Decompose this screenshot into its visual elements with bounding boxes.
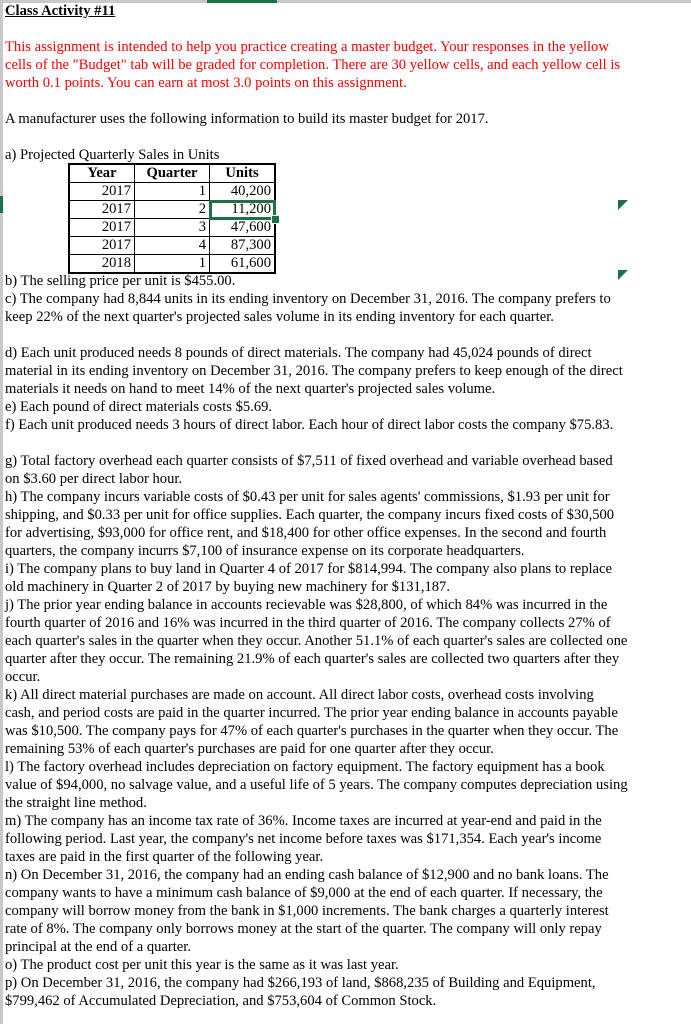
cell-quarter[interactable]: 4: [135, 237, 210, 255]
text-line[interactable]: j) The prior year ending balance in accounts recievable was $28,800, of which 84% was incurred in the: [5, 597, 608, 613]
header-year[interactable]: Year: [69, 164, 135, 183]
table-row: [69, 237, 275, 255]
cell-year[interactable]: 2017: [69, 219, 135, 237]
cell-year[interactable]: 2017: [69, 237, 135, 255]
cell-units[interactable]: 61,600: [210, 255, 276, 274]
header-quarter[interactable]: Quarter: [135, 164, 210, 183]
text-line[interactable]: o) The product cost per unit this year is the same as it was last year.: [5, 957, 399, 973]
fill-handle[interactable]: [271, 215, 280, 224]
cell-quarter[interactable]: 2: [135, 201, 210, 219]
text-line[interactable]: n) On December 31, 2016, the company had an ending cash balance of $12,900 and no bank loans. The: [5, 867, 609, 883]
section-a-heading[interactable]: a) Projected Quarterly Sales in Units: [5, 147, 220, 163]
text-line[interactable]: l) The factory overhead includes depreciation on factory equipment. The factory equipment has a book: [5, 759, 605, 775]
instruction-line[interactable]: cells of the "Budget" tab will be graded for completion. There are 30 yellow cells, and each yellow cell is: [5, 57, 621, 73]
selected-cell-units[interactable]: 11,200: [210, 201, 276, 219]
text-line: [5, 434, 685, 452]
text-line[interactable]: keep 22% of the next quarter's projected sales volume in its ending inventory for each quarter.: [5, 309, 554, 325]
cell-quarter[interactable]: 3: [135, 219, 210, 237]
instruction-line[interactable]: worth 0.1 points. You can earn at most 3.0 points on this assignment.: [5, 75, 407, 91]
text-line[interactable]: m) The company has an income tax rate of 36%. Income taxes are incurred at year-end and paid in the: [5, 813, 602, 829]
sheet-content: [5, 2, 685, 1010]
cell-quarter[interactable]: 1: [135, 255, 210, 274]
page-title[interactable]: Class Activity #11: [5, 3, 116, 19]
text-line[interactable]: materials it needs on hand to meet 14% of the next quarter's projected sales volume.: [5, 381, 496, 397]
cell-year[interactable]: 2017: [69, 183, 135, 201]
table-row: [69, 201, 275, 219]
text-line: [5, 326, 685, 344]
row-header-border: [0, 0, 3, 1024]
cell-quarter[interactable]: 1: [135, 183, 210, 201]
text-line[interactable]: old machinery in Quarter 2 of 2017 by buying new machinery for $131,187.: [5, 579, 451, 595]
text-line[interactable]: value of $94,000, no salvage value, and a useful life of 5 years. The company computes depreciation using: [5, 777, 628, 793]
cell-units[interactable]: 47,600: [210, 219, 276, 237]
text-line[interactable]: h) The company incurs variable costs of $0.43 per unit for sales agents' commissions, $1.93 per unit for: [5, 489, 610, 505]
text-line[interactable]: principal at the end of a quarter.: [5, 939, 191, 955]
text-line[interactable]: taxes are paid in the first quarter of the following year.: [5, 849, 324, 865]
cell-year[interactable]: 2018: [69, 255, 135, 274]
text-line[interactable]: rate of 8%. The company only borrows money at the start of the quarter. The company will only repay: [5, 921, 602, 937]
comment-indicator-icon[interactable]: [618, 200, 628, 210]
text-line[interactable]: cash, and period costs are paid in the quarter incurred. The prior year ending balance in accounts payable: [5, 705, 618, 721]
text-line[interactable]: material in its ending inventory on December 31, 2016. The company prefers to keep enough of the direct: [5, 363, 623, 379]
text-line[interactable]: e) Each pound of direct materials costs $5.69.: [5, 399, 273, 415]
text-line[interactable]: k) All direct material purchases are made on account. All direct labor costs, overhead costs involving: [5, 687, 594, 703]
text-line[interactable]: $799,462 of Accumulated Depreciation, and $753,604 of Common Stock.: [5, 993, 437, 1009]
text-line[interactable]: quarters, the company incurrs $7,100 of insurance expense on its corporate headquarters.: [5, 543, 525, 559]
text-line[interactable]: company will borrow money from the bank in $1,000 increments. The bank charges a quarterly interest: [5, 903, 609, 919]
text-line[interactable]: i) The company plans to buy land in Quarter 4 of 2017 for $814,994. The company also plans to replace: [5, 561, 612, 577]
text-line[interactable]: remaining 53% of each quarter's purchases are paid for one quarter after they occur.: [5, 741, 494, 757]
sales-table: [68, 163, 276, 274]
text-line[interactable]: each quarter's sales in the quarter when they occur. Another 51.1% of each quarter's sales are collected one: [5, 633, 628, 649]
text-line[interactable]: g) Total factory overhead each quarter consists of $7,511 of fixed overhead and variable overhead based: [5, 453, 613, 469]
table-row: [69, 219, 275, 237]
text-line[interactable]: b) The selling price per unit is $455.00.: [5, 273, 236, 289]
text-line[interactable]: c) The company had 8,844 units in its ending inventory on December 31, 2016. The company prefers to: [5, 291, 611, 307]
text-line[interactable]: occur.: [5, 669, 41, 685]
text-line[interactable]: company wants to have a minimum cash balance of $9,000 at the end of each quarter. If necessary, the: [5, 885, 603, 901]
text-line[interactable]: shipping, and $0.33 per unit for office supplies. Each quarter, the company incurs fixed costs of $30,500: [5, 507, 615, 523]
text-line[interactable]: on $3.60 per direct labor hour.: [5, 471, 183, 487]
text-line[interactable]: quarter after they occur. The remaining 21.9% of each quarter's sales are collected two quarters after they: [5, 651, 620, 667]
text-line[interactable]: fourth quarter of 2016 and 16% was incurred in the third quarter of 2016. The company collects 27% of: [5, 615, 611, 631]
text-line[interactable]: f) Each unit produced needs 3 hours of direct labor. Each hour of direct labor costs the company $75.83.: [5, 417, 614, 433]
text-line[interactable]: was $10,500. The company pays for 47% of each quarter's purchases in the quarter when they occur. The: [5, 723, 619, 739]
text-line[interactable]: for advertising, $93,000 for office rent, and $18,400 for other office expenses. In the second and fourth: [5, 525, 607, 541]
text-line[interactable]: following period. Last year, the company's net income before taxes was $171,354. Each year's income: [5, 831, 602, 847]
selected-row-indicator: [0, 196, 3, 213]
cell-units[interactable]: 87,300: [210, 237, 276, 255]
comment-indicator-icon[interactable]: [618, 270, 628, 280]
intro-line[interactable]: A manufacturer uses the following information to build its master budget for 2017.: [5, 111, 489, 127]
cell-year[interactable]: 2017: [69, 201, 135, 219]
table-header-row: [69, 164, 275, 183]
header-units[interactable]: Units: [210, 164, 276, 183]
text-line[interactable]: the straight line method.: [5, 795, 147, 811]
instruction-line[interactable]: This assignment is intended to help you practice creating a master budget. Your responses in the yellow: [5, 39, 609, 55]
table-row: [69, 255, 275, 274]
table-row: [69, 183, 275, 201]
text-line[interactable]: d) Each unit produced needs 8 pounds of direct materials. The company had 45,024 pounds of direct: [5, 345, 592, 361]
text-line[interactable]: p) On December 31, 2016, the company had $266,193 of land, $868,235 of Building and Equipment,: [5, 975, 596, 991]
cell-units[interactable]: 40,200: [210, 183, 276, 201]
